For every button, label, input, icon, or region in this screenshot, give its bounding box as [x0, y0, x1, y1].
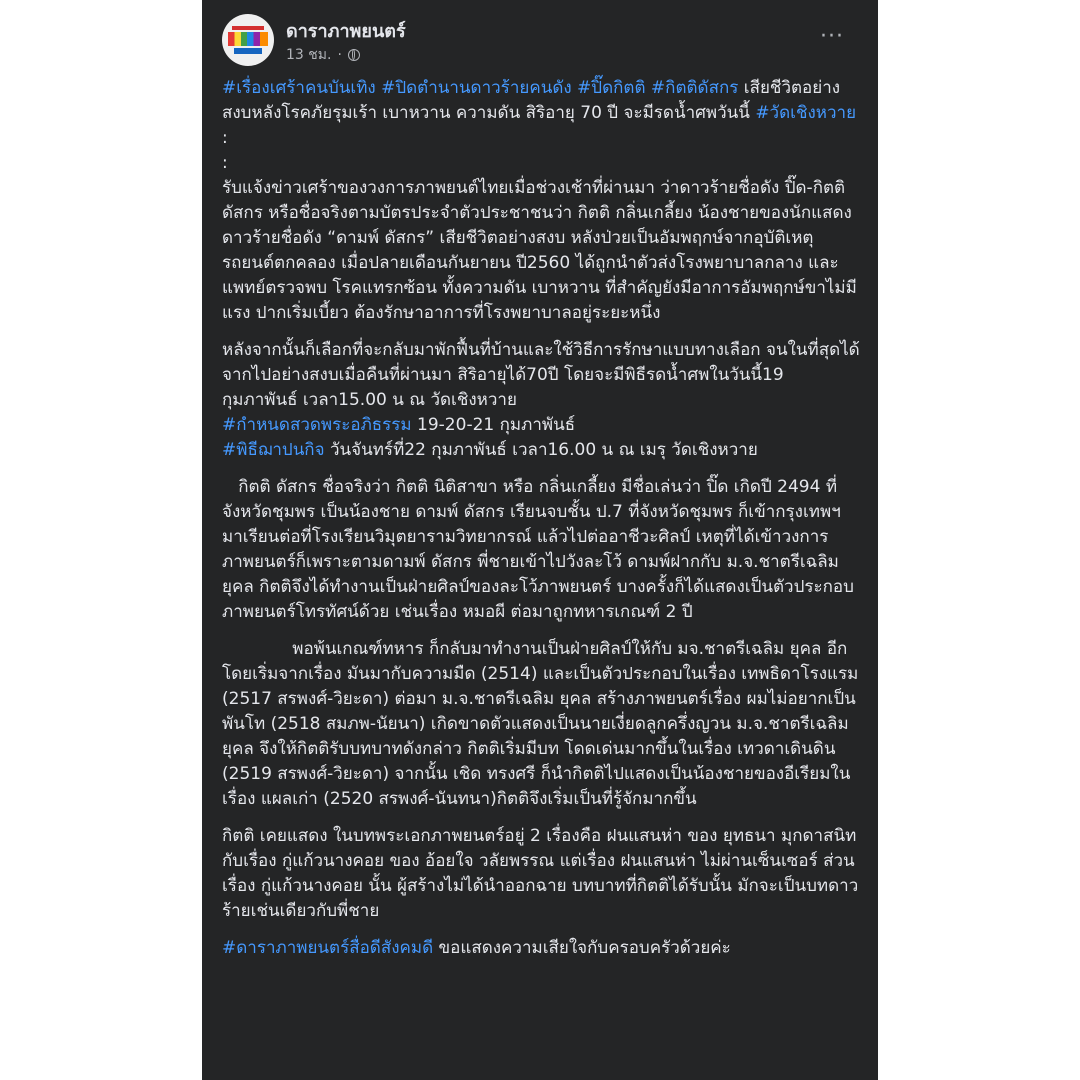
funeral-paragraph: หลังจากนั้นก็เลือกที่จะกลับมาพักฟื้นที่บ้านและใช้วิธีการรักษาแบบทางเลือก จนในที่สุดได้จากไปอย่างสงบเมื่อคืนที่ผ่านมา สิริอายุได้70ปี โดยจะมีพิธีรดน้ำศพในวันนี้19 กุมภาพันธ์ เวลา15.00 น ณ วัดเชิงหวาย	[222, 340, 860, 410]
intro-hashtags[interactable]: #เรื่องเศร้าคนบันเทิง #ปิดตำนานดาวร้ายคนดัง #ปิ๊ดกิตติ #กิตติดัสกร	[222, 78, 739, 98]
rite-line-cremation	[222, 438, 862, 463]
lead-roles-paragraph: กิตติ เคยแสดง ในบทพระเอกภาพยนตร์อยู่ 2 เรื่องคือ ฝนแสนห่า ของ ยุทธนา มุกดาสนิท กับเรื่อง กู่แก้วนางคอย ของ อ้อยใจ วลัยพรรณ แต่เรื่อง ฝนแสนห่า ไม่ผ่านเซ็นเซอร์ ส่วนเรื่อง กู่แก้วนางคอย นั้น ผู้สร้างไม่ได้นำออกฉาย บทบาทที่กิตติได้รับนั้น มักจะเป็นบทดาวร้ายเช่นเดียวกับพี่ชาย	[222, 826, 859, 921]
post-body	[222, 76, 862, 961]
hashtag-cremation[interactable]: #พิธีฌาปนกิจ	[222, 440, 325, 460]
career-paragraph: พอพ้นเกณฑ์ทหาร ก็กลับมาทำงานเป็นฝ่ายศิลป์ให้กับ มจ.ชาตรีเฉลิม ยุคล อีกโดยเริ่มจากเรื่อง มันมากับความมืด (2514) และเป็นตัวประกอบในเรื่อง เทพธิดาโรงแรม (2517 สรพงศ์-วิยะดา) ต่อมา ม.จ.ชาตรีเฉลิม ยุคล สร้างภาพยนตร์เรื่อง ผมไม่อยากเป็นพันโท (2518 สมภพ-นัยนา) เกิดขาดตัวแสดงเป็นนายเงี่ยดลูกครึ่งญวน ม.จ.ชาตรีเฉลิม ยุคล จึงให้กิตติรับบทบาทดังกล่าว กิตติเริ่มมีบท โดดเด่นมากขึ้นในเรื่อง เทวดาเดินดิน (2519 สรพงศ์-วิยะดา) จากนั้น เชิด ทรงศรี ก็นำกิตติไปแสดงเป็นน้องชายของอีเรียมในเรื่อง แผลเก่า (2520 สรพงศ์-นันทนา)กิตติจึงเริ่มเป็นที่รู้จักมากขึ้น	[222, 639, 864, 809]
more-options-button[interactable]: ···	[820, 24, 844, 49]
rite-line-prayer	[222, 413, 862, 438]
intro-text: เสียชีวิตอย่างสงบหลังโรคภัยรุมเร้า เบาหวาน ความดัน สิริอายุ 70 ปี จะมีรดน้ำศพวันนี้	[222, 78, 841, 123]
closing-line	[222, 936, 862, 961]
logo-color-bar	[228, 32, 268, 46]
post-header	[222, 14, 862, 70]
intro-paragraph	[222, 76, 862, 126]
post-timestamp[interactable]: 13 ชม.	[286, 47, 332, 63]
closing-hashtag[interactable]: #ดาราภาพยนตร์สื่อดีสังคมดี	[222, 938, 434, 958]
hashtag-prayer[interactable]: #กำหนดสวดพระอภิธรรม	[222, 415, 412, 435]
logo-stripe	[232, 26, 264, 30]
logo-base	[234, 48, 262, 54]
intro-hashtag-temple[interactable]: #วัดเชิงหวาย	[755, 103, 857, 123]
meta-separator: ·	[337, 47, 342, 63]
biography-paragraph: กิตติ ดัสกร ชื่อจริงว่า กิตติ นิติสาขา หรือ กลิ่นเกลี้ยง มีชื่อเล่นว่า ปิ๊ด เกิดปี 2494 ที่จังหวัดชุมพร เป็นน้องชาย ดามพ์ ดัสกร เรียนจบชั้น ป.7 ที่จังหวัดชุมพร ก็เข้ากรุงเทพฯ มาเรียนต่อที่โรงเรียนวิมุตยารามวิทยากรณ์ แล้วไปต่ออาชีวะศิลป์ เหตุที่ได้เข้าวงการภาพยนตร์ก็เพราะตามดามพ์ ดัสกร พี่ชายเข้าไปวังละโว้ ดามพ์ฝากกับ ม.จ.ชาตรีเฉลิม ยุคล กิตติจึงได้ทำงานเป็นฝ่ายศิลป์ของละโว้ภาพยนตร์ บางครั้งก็ได้แสดงเป็นตัวประกอบภาพยนตร์โทรทัศน์ด้วย เช่นเรื่อง หมอผี ต่อมาถูกทหารเกณฑ์ 2 ปี	[222, 477, 854, 622]
page-avatar[interactable]	[222, 14, 274, 66]
post-meta	[286, 44, 360, 66]
rite-prayer-text: 19-20-21 กุมภาพันธ์	[411, 415, 576, 435]
news-paragraph: รับแจ้งข่าวเศร้าของวงการภาพยนต์ไทยเมื่อช่วงเช้าที่ผ่านมา ว่าดาวร้ายชื่อดัง ปิ๊ด-กิตติ ดัสกร หรือชื่อจริงตามบัตรประจำตัวประชาชนว่า กิตติ กลิ่นเกลี้ยง น้องชายของนักแสดงดาวร้ายชื่อดัง “ดามพ์ ดัสกร” เสียชีวิตอย่างสงบ หลังป่วยเป็นอัมพฤกษ์จากอุบัติเหตุรถยนต์ตกคลอง เมื่อปลายเดือนกันยายน ปี2560 ได้ถูกนำตัวส่งโรงพยาบาลกลาง และแพทย์ตรวจพบ โรคแทรกซ้อน ทั้งความดัน เบาหวาน ที่สำคัญยังมีอาการอัมพฤกษ์ขาไม่มีแรง ปากเริ่มเบี้ยว ต้องรักษาอาการที่โรงพยาบาลอยู่ระยะหนึ่ง	[222, 178, 857, 323]
rite-cremation-text: วันจันทร์ที่22 กุมภาพันธ์ เวลา16.00 น ณ เมรุ วัดเชิงหวาย	[324, 440, 758, 460]
separator-dot: :	[222, 153, 228, 173]
globe-icon	[348, 49, 360, 61]
separator-dot: :	[222, 128, 228, 148]
closing-text: ขอแสดงความเสียใจกับครอบครัวด้วยค่ะ	[433, 938, 731, 958]
post-card	[202, 0, 878, 1080]
page-name-link[interactable]: ดาราภาพยนตร์	[286, 21, 406, 42]
